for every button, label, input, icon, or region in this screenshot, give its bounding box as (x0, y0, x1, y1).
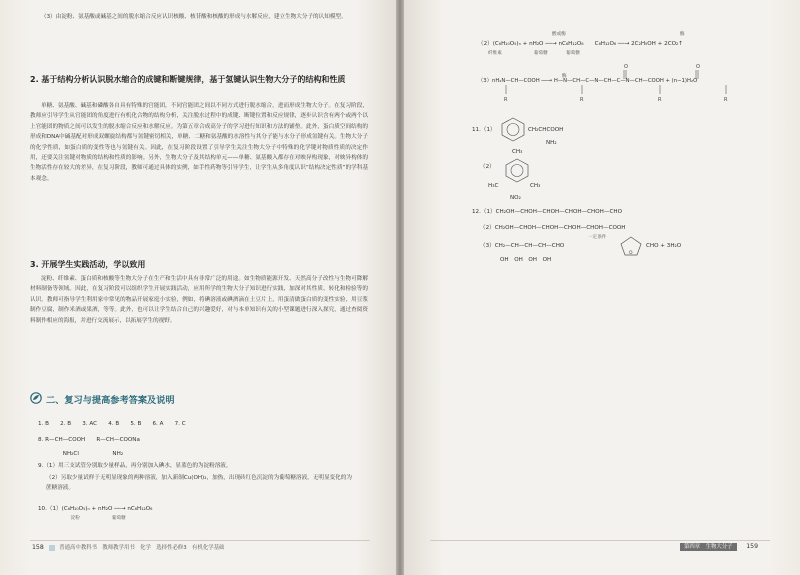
section-title: 二、复习与提高参考答案及说明 (46, 395, 175, 406)
book-gutter (396, 0, 404, 575)
r-group-3: R (658, 97, 662, 103)
q11-2-no2: NO₂ (510, 195, 521, 201)
answer-10-sub: 淀粉 葡萄糖 (66, 516, 126, 521)
right-footer (680, 542, 758, 550)
q12-3: （3）CH₂—CH—CH—CH—CHO (480, 243, 565, 249)
peptide-structure (474, 64, 794, 108)
right-page-number: 159 (746, 543, 759, 550)
r-group-1: R (504, 97, 508, 103)
section-leaf-icon (30, 392, 42, 404)
q11-2-ch3-top: CH₃ (512, 149, 523, 155)
paragraph-2: 单糖、氨基酸、碱基和磷酸各自具有特殊的官能团，不同官能团之间以不同方式进行脱水缩合，进而形成生物大分子。在复习阶段，教师应引导学生从官能团的角度进行有机化合物的结构分析，关注脱水过程中的成键、断键位置和反应规律，逐步认识含有两个或两个以上官能团的物质之间可以发生的脱水缩合反应和水解反应。为第五章合成高分子的学习进行知识和方法的铺垫。此外，蛋白质空间结构的形成和DNA中碱基配对形成双螺旋结构都与氢键密切相关，单糖、二糖和氨基酸的水溶性与其分子能与水分子形成氢键有关。生物大分子的化学性质，如蛋白质的变性等也与氢键有关。因此，在复习阶段设置了引导学生关注生物大分子中特殊的化学键对物质性质的决定作用，还要关注氢键对物质的结构和性质的影响。另外，生物大分子及其结构单元——单糖、氨基酸入都存在对映异构现象，对映异构体的生物活性存在较大的差异，在复习阶段，教师可通过具体的实例，如手性药物等引导学生，让学生从多角度认识“结构决定性质”的学科基本观念。 (30, 103, 368, 182)
furan-ring (616, 234, 646, 258)
q11-1-chain: CH₂CHCOOH (528, 127, 564, 133)
catalyst-acid-enzyme: 酸或酶 (552, 32, 566, 37)
left-page-number: 158 (32, 544, 44, 551)
reaction-10-2: （2）(C₆H₁₀O₅)ₙ + nH₂O ──→ nC₆H₁₂O₆ C₆H₁₂O₆ ──→ 2C₂H₅OH + 2CO₂↑ (478, 41, 683, 47)
r-group-4: R (724, 97, 728, 103)
catalyst-enzyme-1: 酶 (680, 32, 685, 37)
q11-2-label: （2） (480, 164, 495, 170)
q12-condition: 一定条件 (588, 235, 607, 240)
right-page (404, 0, 800, 575)
q11-1-label: 11.（1） (472, 127, 496, 133)
q11-2-ch3-right: CH₃ (530, 183, 541, 189)
answer-10-1: 10.（1）(C₆H₁₀O₅)ₙ + nH₂O ──→ nC₆H₁₂O₆ (38, 506, 153, 512)
q12-3-hydroxyls: OH OH OH OH (500, 257, 552, 263)
q12-2: （2）CH₂OH—CHOH—CHOH—CHOH—CHOH—COOH (480, 225, 626, 231)
reaction-10-3: （3）nH₂N—CH—COOH ──→ H—N—CH—C—N—CH—C—N—CH—COOH + (n−1)H₂O (478, 78, 698, 84)
q11-1-amine: NH₂ (546, 140, 557, 146)
benzene-ring-1 (498, 116, 528, 142)
catalyst-enzyme-2: 酶 (562, 74, 567, 79)
answer-8-sub: NH₂Cl NH₂ (46, 451, 124, 457)
heading-2: 2. 基于结构分析认识脱水缩合的成键和断键规律，基于氢键认识生物大分子的结构和性质 (30, 75, 346, 84)
left-page (0, 0, 396, 575)
answer-9-1: 9.（1）用三支试管分别取少量样品，再分别加入碘水，显蓝色的为淀粉溶液。 (38, 463, 232, 469)
q11-2-h3c: H₃C (488, 183, 499, 189)
svg-text:O: O (629, 251, 633, 256)
right-footer-title: 第四章 生物大分子 (680, 543, 737, 551)
svg-text:O: O (624, 64, 628, 70)
left-footer-title: 普通高中教科书 教师教学用书 化学 选择性必修3 有机化学基础 (59, 545, 225, 551)
answers-1-7: 1. B 2. B 3. AC 4. B 5. B 6. A 7. C (38, 421, 186, 427)
answer-9-2: （2）另取少量试样于无明显现象的两种溶液，加入新制Cu(OH)₂，加热，出现砖红色沉淀的为葡萄糖溶液，无明显变化的为蔗糖溶液。 (46, 475, 352, 492)
heading-3: 3. 开展学生实践活动，学以致用 (30, 260, 146, 269)
r-group-2: R (580, 97, 584, 103)
right-footer-rule (430, 540, 770, 541)
answer-8: 8. R—CH—COOH R—CH—COONa (38, 437, 140, 443)
svg-text:O: O (696, 64, 700, 70)
q12-1: 12.（1）CH₂OH—CHOH—CHOH—CHOH—CHOH—CHO (472, 209, 622, 215)
footer-marker (49, 545, 55, 551)
intro-paragraph: （3）由淀粉、氨基酸或碱基之间的脱水缩合反应认识核酸、核苷酸和核酸的形成与水解反应，建立生物大分子的认知模型。 (41, 14, 347, 20)
left-footer-rule (30, 540, 370, 541)
left-footer (32, 543, 224, 551)
paragraph-3: 淀粉、纤维素、蛋白质和核酸等生物大分子在生产和生活中具有非常广泛的用途。如生物质能源开发、天然高分子改性与生物可降解材料制备等领域。因此，在复习阶段可以组织学生开展实践活动，应用所学的生物大分子知识进行实践，加深对其性质、转化和检验等的认识。教师可指导学生利用家中常见的物品开展家庭小实验，例如，将碘溶液或碘酒滴在土豆片上，用蛋清做蛋白质的变性实验，用豆浆制作豆腐，制作米酒或果酒，等等。此外，也可以让学生结合自己的兴趣爱好，对与本单知识有关的小型课题进行深入探究，通过查阅资料制作相应的海报，并进行交流展示，以拓展学生的视野。 (30, 276, 368, 324)
reaction-10-2-labels: 纤维素 葡萄糖 葡萄糖 (488, 51, 580, 56)
benzene-ring-2 (502, 157, 532, 185)
q12-3-product: CHO + 3H₂O (646, 243, 682, 249)
